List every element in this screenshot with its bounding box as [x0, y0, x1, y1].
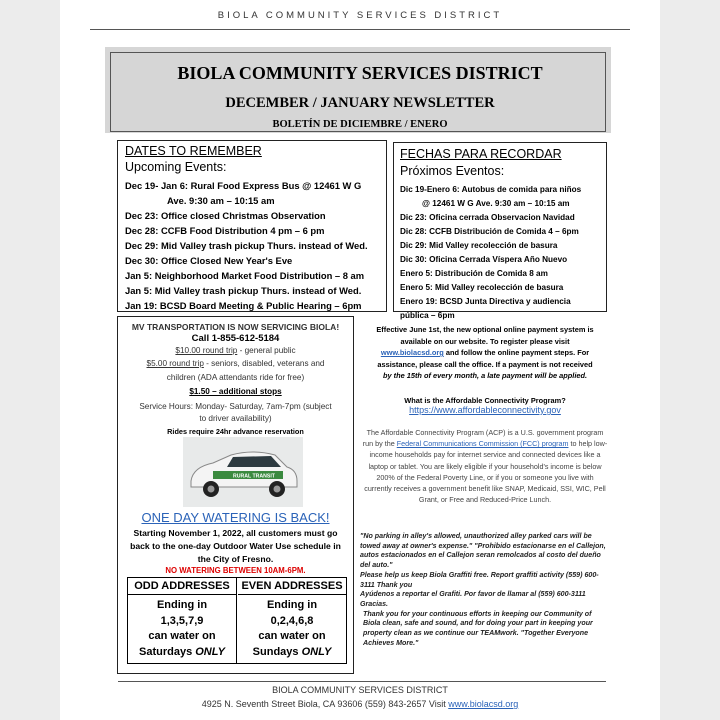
footer-website-link[interactable]: www.biolacsd.org: [448, 699, 519, 709]
newsletter-subtitle: DECEMBER / JANUARY NEWSLETTER: [225, 95, 495, 111]
odd-day-name: Saturdays: [139, 645, 196, 658]
thank-you-paragraph: Thank you for your continuous efforts in keeping our Community of Biola clean, safe and sound, and for doing your part in keeping your property clean as we continue our TEAMwork. "Together Everyone Achieves More.": [363, 609, 593, 647]
list-item: Enero 5: Distribución de Comida 8 am: [400, 269, 548, 278]
acp-question: What is the Affordable Connectivity Program?: [404, 396, 566, 405]
graffiti-paragraph: Please help us keep Biola Graffiti free. Report graffiti activity (559) 600-3111 Thank you: [360, 570, 599, 589]
list-item: Dec 28: CCFB Food Distribution 4 pm – 6 pm: [125, 225, 325, 236]
fcc-link[interactable]: Federal Communications Commission (FCC) program: [396, 439, 569, 449]
fechas-subheading: Próximos Eventos:: [400, 164, 505, 178]
list-item: Dec 19- Jan 6: Rural Food Express Bus @ 12461 W G: [125, 180, 362, 191]
newsletter-subtitle-es: BOLETÍN DE DICIEMBRE / ENERO: [272, 119, 448, 130]
odd-day: [128, 645, 236, 661]
parking-notice: [360, 532, 606, 648]
car-label: RURAL TRANSIT: [233, 473, 275, 480]
service-hours: Service Hours: Monday- Saturday, 7am-7pm (subject: [139, 402, 332, 411]
watering-heading: ONE DAY WATERING IS BACK!: [141, 510, 330, 525]
odd-header: ODD ADDRESSES: [128, 578, 236, 595]
list-item: Enero 5: Mid Valley recolección de basura: [400, 283, 564, 292]
website-link[interactable]: www.biolacsd.org: [380, 348, 444, 357]
list-item: Ave. 9:30 am – 10:15 am: [167, 195, 275, 206]
payment-line-text: and follow the online payment steps. For: [443, 348, 590, 357]
odd-digits: 1,3,5,7,9: [160, 614, 204, 627]
even-line: Ending in: [266, 599, 318, 611]
list-item: @ 12461 W G Ave. 9:30 am – 10:15 am: [422, 199, 570, 208]
parking-paragraph: "No parking in alley's allowed, unauthorized alley parked cars will be towed away at owner's expense." "Prohibido estacionarse en el Callejon, autos estacionados en el Callejon seran remolcados al costo del dueño del auto.": [360, 532, 606, 570]
service-hours-note: to driver availability): [199, 414, 272, 423]
list-item: Dic 19-Enero 6: Autobus de comida para niños: [400, 185, 582, 194]
watering-text: Starting November 1, 2022, all customers must go back to the one-day Outdoor Water Use schedule in the City of Fresno.: [130, 528, 341, 564]
list-item: Dic 30: Oficina Cerrada Víspera Año Nuevo: [400, 255, 568, 264]
fechas-box: [393, 142, 607, 320]
even-addresses-column: [238, 578, 346, 663]
odd-addresses-column: [128, 578, 237, 663]
footer-divider: [118, 681, 606, 682]
even-line: can water on: [258, 630, 326, 642]
footer-address: [0, 699, 720, 709]
odd-line: Ending in: [156, 599, 208, 611]
list-item: Jan 5: Neighborhood Market Food Distribution – 8 am: [125, 270, 365, 281]
transport-heading: MV TRANSPORTATION IS NOW SERVICING BIOLA!: [131, 322, 340, 332]
even-only: ONLY: [301, 645, 332, 658]
list-item: Dic 29: Mid Valley recolección de basura: [400, 241, 558, 250]
no-watering-warning: NO WATERING BETWEEN 10AM-6PM.: [165, 566, 306, 575]
dates-box: [117, 140, 387, 312]
transit-car-image: [183, 437, 303, 507]
fare-general-desc: - general public: [237, 346, 296, 355]
fare-reduced-price: $5.00 round trip: [146, 359, 204, 368]
list-item: Enero 19: BCSD Junta Directiva y audiencia: [400, 297, 571, 306]
payment-notice: [365, 324, 605, 382]
even-digits: 0,2,4,6,8: [270, 614, 314, 627]
newsletter-title: BIOLA COMMUNITY SERVICES DISTRICT: [177, 63, 543, 83]
fechas-heading: FECHAS PARA RECORDAR: [400, 147, 562, 161]
fare-reduced: [118, 359, 353, 368]
payment-line: Effective June 1st, the new optional online payment system is: [376, 325, 594, 334]
list-item: pública – 6pm: [400, 311, 455, 320]
top-divider: [90, 29, 630, 30]
dates-subheading: Upcoming Events:: [125, 160, 227, 174]
even-day-name: Sundays: [252, 645, 302, 658]
payment-line: assistance, please call the office. If a payment is not received: [377, 359, 593, 369]
list-item: Dec 29: Mid Valley trash pickup Thurs. instead of Wed.: [125, 240, 368, 251]
acp-link[interactable]: https://www.affordableconnectivity.gov: [409, 405, 561, 415]
reservation-note: Rides require 24hr advance reservation: [167, 427, 304, 436]
list-item: Dic 28: CCFB Distribución de Comida 4 – 6pm: [400, 227, 579, 236]
fare-reduced-line2: children (ADA attendants ride for free): [166, 373, 305, 382]
odd-only: ONLY: [195, 645, 225, 658]
list-item: Jan 5: Mid Valley trash pickup Thurs. instead of Wed.: [125, 285, 362, 296]
list-item: Dec 30: Office Closed New Year's Eve: [125, 255, 293, 266]
top-header: BIOLA COMMUNITY SERVICES DISTRICT: [217, 10, 503, 21]
fare-reduced-desc: - seniors, disabled, veterans and: [203, 359, 325, 368]
fare-additional-stops: $1.50 – additional stops: [189, 387, 282, 396]
footer-address-text: 4925 N. Seventh Street Biola, CA 93606 (559) 843-2657 Visit: [201, 699, 449, 709]
list-item: Jan 19: BCSD Board Meeting & Public Hearing – 6pm: [125, 300, 362, 311]
acp-description: [362, 427, 608, 505]
graffiti-paragraph-es: Ayúdenos a reportar el Grafiti. Por favor de llamar al (559) 600-3111 Gracias.: [360, 590, 586, 608]
dates-heading: DATES TO REMEMBER: [125, 144, 262, 158]
acp-text-part: The Affordable Connectivity Program (ACP) is a U.S. government program run by the: [362, 428, 604, 449]
payment-line: [365, 347, 605, 359]
payment-late-note: by the 15th of every month, a late payment will be applied.: [382, 371, 588, 380]
fechas-event-list: [400, 183, 604, 323]
odd-body: [128, 595, 236, 660]
list-item: Dec 23: Office closed Christmas Observation: [125, 210, 326, 221]
fare-general-price: $10.00 round trip: [175, 346, 238, 355]
dates-event-list: [125, 178, 383, 313]
even-day: [238, 645, 346, 661]
even-body: [238, 595, 346, 660]
fare-general: [118, 346, 353, 355]
list-item: Dic 23: Oficina cerrada Observacion Navidad: [400, 213, 575, 222]
transportation-box: [117, 316, 354, 674]
payment-line: available on our website. To register please visit: [400, 336, 570, 346]
transport-phone: Call 1-855-612-5184: [191, 333, 280, 344]
acp-text-part: to help low-income households pay for internet service and connected devices like a laptop or tablet. You are likely eligible if your household's income is below 200% of the Federal Poverty Line, or if you or someone you live with currently receives a government benefit like SNAP, Medicaid, SSI, WIC, Pell Grant, or Free and Reduced-Price Lunch.: [364, 439, 608, 505]
odd-line: can water on: [148, 630, 216, 642]
watering-schedule-table: [127, 577, 347, 664]
even-header: EVEN ADDRESSES: [238, 578, 346, 595]
footer-name: BIOLA COMMUNITY SERVICES DISTRICT: [272, 685, 448, 695]
